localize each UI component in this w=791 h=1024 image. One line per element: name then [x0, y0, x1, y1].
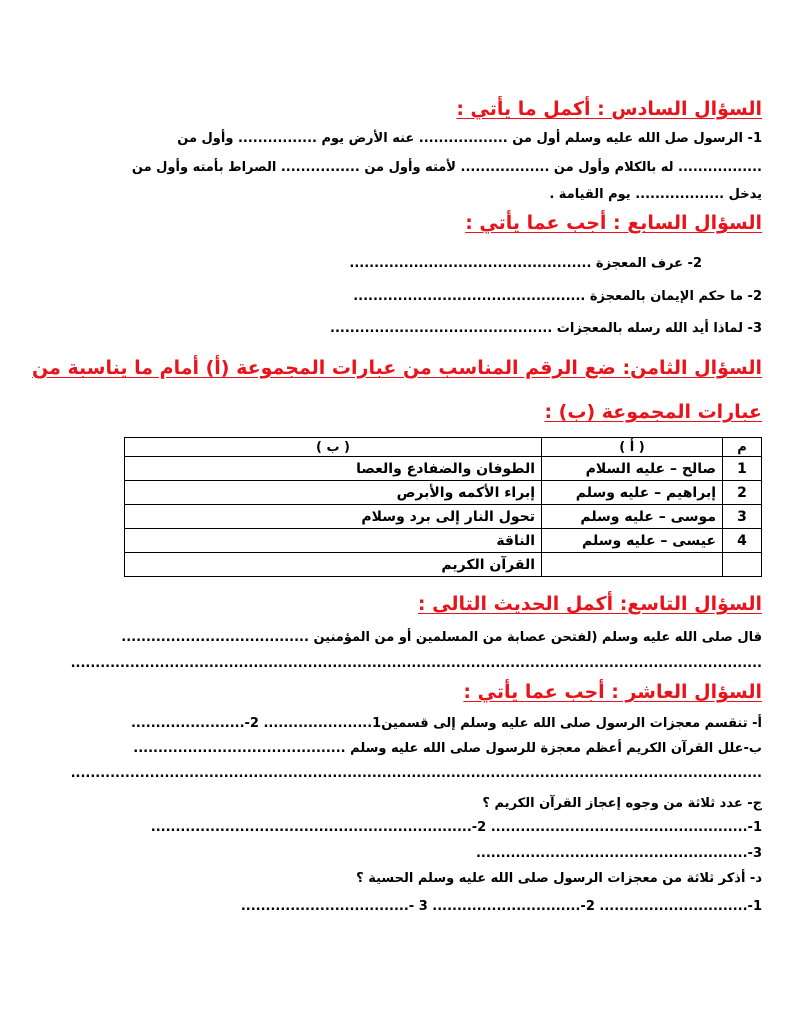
group-a-cell: [542, 553, 723, 577]
group-b-cell: الطوفان والضفادع والعصا: [125, 457, 542, 481]
group-a-cell: موسى – عليه وسلم: [542, 505, 723, 529]
question-6-heading: السؤال السادس : أكمل ما يأتي :: [456, 98, 762, 120]
row-number: 4: [723, 529, 762, 553]
question-7-heading: السؤال السابع : أجب عما يأتي :: [465, 212, 762, 234]
question-10-line-a: أ- تنقسم معجزات الرسول صلى الله عليه وسلم إلى قسمين1...................... 2-.......................: [130, 716, 762, 731]
question-6-line-1: 1- الرسول صل الله عليه وسلم أول من .................. عنه الأرض يوم ................ وأول من: [177, 131, 762, 146]
question-10-c-answers-1-2: 1-.................................................... 2-.................................................................: [150, 820, 762, 835]
table-row: [125, 481, 762, 505]
question-9-line-2: ............................................................................................................................................: [70, 656, 762, 671]
group-a-cell: عيسى – عليه وسلم: [542, 529, 723, 553]
header-number: م: [723, 438, 762, 457]
question-10-line-b-continued: ............................................................................................................................................: [70, 766, 762, 781]
row-number: [723, 553, 762, 577]
table-row: [125, 529, 762, 553]
question-6-line-3: يدخل .................. يوم القيامة .: [549, 187, 762, 202]
group-b-cell: تحول النار إلى برد وسلام: [125, 505, 542, 529]
group-b-cell: القرآن الكريم: [125, 553, 542, 577]
row-number: 3: [723, 505, 762, 529]
question-8-heading-line-2: عبارات المجموعة (ب) :: [544, 401, 762, 423]
group-a-cell: صالح – عليه السلام: [542, 457, 723, 481]
question-9-line-1: قال صلى الله عليه وسلم (لفتحن عصابة من المسلمين أو من المؤمنين ......................................: [121, 630, 762, 645]
question-10-heading: السؤال العاشر : أجب عما يأتي :: [463, 681, 762, 703]
question-10-c-answer-3: 3-.......................................................: [475, 846, 762, 861]
question-7-item-2: 2- ما حكم الإيمان بالمعجزة ...............................................: [353, 289, 762, 304]
row-number: 2: [723, 481, 762, 505]
question-9-heading: السؤال التاسع: أكمل الحديث التالى :: [417, 593, 762, 615]
table-row: [125, 457, 762, 481]
question-10-line-b: ب-علل القرآن الكريم أعظم معجزة للرسول صلى الله عليه وسلم ...........................................: [133, 741, 762, 756]
table-row: [125, 505, 762, 529]
header-group-b: ( ب ): [125, 438, 542, 457]
question-10-d-answers: 1-.............................. 2-.............................. 3 -..................................: [240, 899, 762, 914]
table-row: [125, 553, 762, 577]
header-group-a: ( أ ): [542, 438, 723, 457]
matching-table: [124, 437, 762, 577]
question-10-line-c: ج- عدد ثلاثة من وجوه إعجاز القرآن الكريم ؟: [482, 796, 762, 811]
question-6-line-2: ................. له بالكلام وأول من .................. لأمته وأول من ................ الصراط بأمته وأول من: [131, 160, 762, 175]
question-7-item-3: 3- لماذا أيد الله رسله بالمعجزات .............................................: [330, 321, 762, 336]
group-b-cell: الناقة: [125, 529, 542, 553]
question-7-item-1: 2- عرف المعجزة .................................................: [349, 256, 702, 271]
row-number: 1: [723, 457, 762, 481]
question-10-line-d: د- أذكر ثلاثة من معجزات الرسول صلى الله عليه وسلم الحسية ؟: [356, 871, 762, 886]
table-header-row: [125, 438, 762, 457]
question-8-heading-line-1: السؤال الثامن: ضع الرقم المناسب من عبارات المجموعة (أ) أمام ما يناسبة من: [32, 357, 762, 379]
group-b-cell: إبراء الأكمه والأبرص: [125, 481, 542, 505]
group-a-cell: إبراهيم – عليه وسلم: [542, 481, 723, 505]
